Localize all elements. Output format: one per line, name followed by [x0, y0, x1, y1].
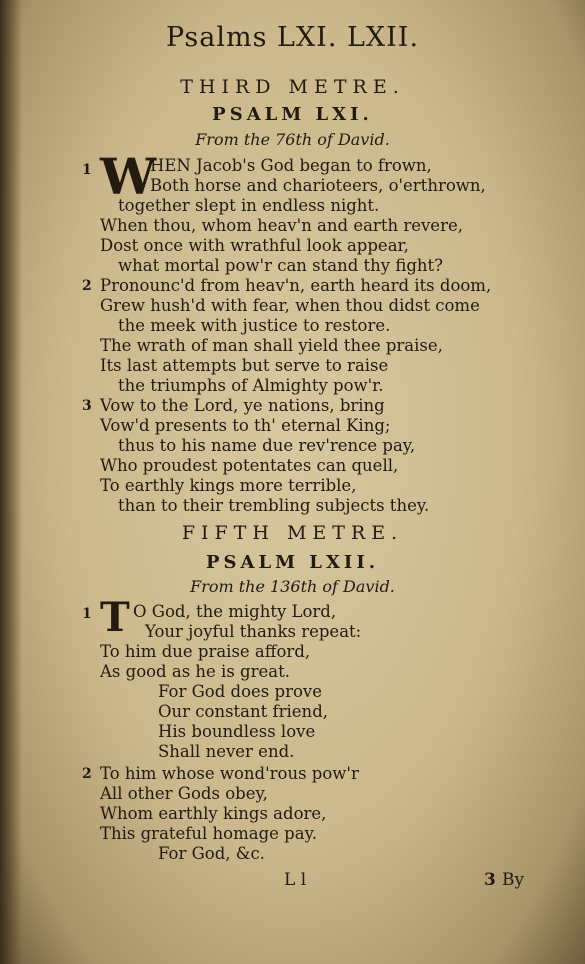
catchword-verse-number: 3: [484, 870, 496, 890]
drop-cap: T: [100, 594, 130, 641]
verse-line: To him due praise afford,: [100, 642, 311, 661]
verse-number: 3: [82, 398, 92, 414]
verse-line: Pronounc'd from heav'n, earth heard its doom,: [100, 276, 492, 295]
verse-line: HEN Jacob's God began to frown,: [150, 156, 432, 175]
verse-line: When thou, whom heav'n and earth revere,: [100, 216, 463, 235]
running-head: Psalms LXI. LXII.: [165, 22, 420, 53]
signature-mark: L l: [284, 870, 307, 890]
verse-number: 2: [82, 278, 92, 294]
verse-line: Your joyful thanks repeat:: [145, 622, 362, 641]
psalm-source: From the 136th of David.: [190, 577, 395, 596]
catchword: By: [502, 870, 525, 890]
verse-line: As good as he is great.: [100, 662, 290, 681]
verse-line: Both horse and charioteers, o'erthrown,: [150, 176, 486, 195]
verse-line: Our constant friend,: [158, 702, 328, 721]
metre-heading: FIFTH METRE.: [181, 522, 404, 544]
verse-line: what mortal pow'r can stand thy fight?: [118, 256, 444, 275]
verse-line: For God, &c.: [158, 844, 265, 863]
verse-line: Vow'd presents to th' eternal King;: [100, 416, 391, 435]
verse-line: Shall never end.: [158, 742, 295, 761]
drop-cap: W: [100, 147, 157, 206]
verse-line: Who proudest potentates can quell,: [100, 456, 399, 475]
verse-line: the triumphs of Almighty pow'r.: [118, 376, 384, 395]
verse-line: than to their trembling subjects they.: [118, 496, 430, 515]
verse-line: Vow to the Lord, ye nations, bring: [100, 396, 385, 415]
psalm-title: PSALM LXI.: [212, 104, 373, 125]
verse-line: For God does prove: [158, 682, 322, 701]
verse-number: 1: [82, 162, 92, 178]
verse-line: This grateful homage pay.: [100, 824, 317, 843]
verse-line: All other Gods obey,: [100, 784, 268, 803]
verse-line: Its last attempts but serve to raise: [100, 356, 389, 375]
verse-line: Whom earthly kings adore,: [100, 804, 327, 823]
psalm-title: PSALM LXII.: [205, 552, 380, 573]
verse-line: To him whose wond'rous pow'r: [100, 764, 359, 783]
verse-line: the meek with justice to restore.: [118, 316, 391, 335]
psalm-source: From the 76th of David.: [195, 130, 390, 149]
verse-line: To earthly kings more terrible,: [100, 476, 357, 495]
metre-heading: THIRD METRE.: [180, 76, 405, 98]
verse-line: His boundless love: [158, 722, 316, 741]
verse-line: together slept in endless night.: [118, 196, 380, 215]
verse-line: Dost once with wrathful look appear,: [100, 236, 409, 255]
verse-number: 1: [82, 606, 92, 622]
verse-line: Grew hush'd with fear, when thou didst come: [100, 296, 480, 315]
verse-line: The wrath of man shall yield thee praise,: [100, 336, 443, 355]
verse-number: 2: [82, 766, 92, 782]
verse-line: thus to his name due rev'rence pay,: [118, 436, 416, 455]
verse-line: O God, the mighty Lord,: [133, 602, 337, 621]
